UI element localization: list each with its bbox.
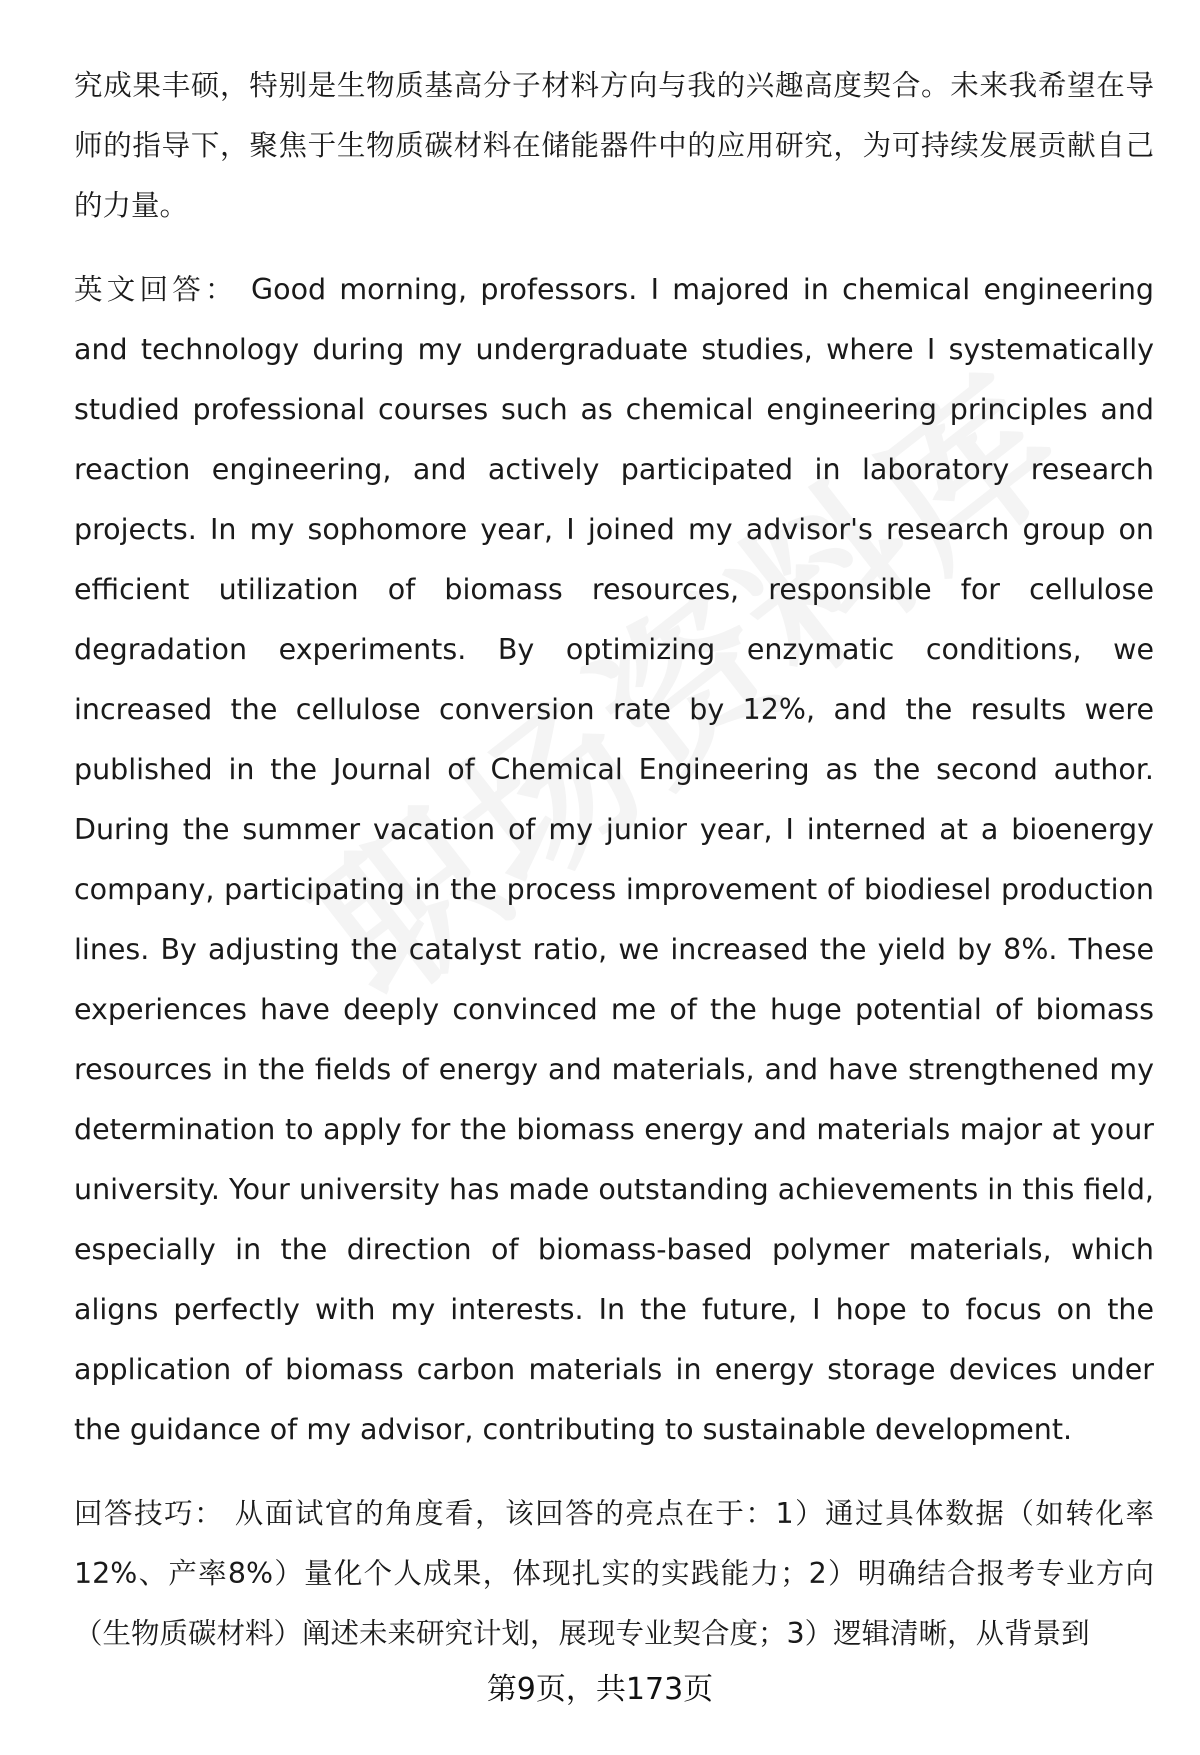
page-number-footer: 第9页，共173页: [486, 1672, 714, 1707]
paragraph-label: 回答技巧：: [74, 1497, 225, 1530]
paragraph-text: Good morning, professors. I majored in chemical engineering and technology during my undergraduate studies, where I systematically studied professional courses such as chemical engineering principles and reaction engineering, and actively participated in laboratory research projects. In my sophomore year, I joined my advisor's research group on efficient utilization of biomass resources, responsible for cellulose degradation experiments. By optimizing enzymatic conditions, we increased the cellulose conversion rate by 12%, and the results were published in the Journal of Chemical Engineering as the second author. During the summer vacation of my junior year, I interned at a bioenergy company, participating in the process improvement of biodiesel production lines. By adjusting the catalyst ratio, we increased the yield by 8%. These experiences have deeply convinced me of the huge potential of biomass resources in the fields of energy and materials, and have strengthened my determination to apply for the biomass energy and materials major at your university. Your university has made outstanding achievements in this field, especially in the direction of biomass-based polymer materials, which aligns perfectly with my interests. In the future, I hope to focus on the application of biomass carbon materials in energy storage devices under the guidance of my advisor, contributing to sustainable development.: [74, 273, 1154, 1446]
paragraph-text: 究成果丰硕，特别是生物质基高分子材料方向与我的兴趣高度契合。未来我希望在导师的指导下，聚焦于生物质碳材料在储能器件中的应用研究，为可持续发展贡献自己的力量。: [74, 69, 1154, 222]
document-body: [74, 56, 1154, 1664]
paragraph-label: 英文回答：: [74, 273, 238, 306]
paragraph-english-answer: [74, 260, 1154, 1460]
paragraph-chinese-answer-continuation: [74, 56, 1154, 236]
paragraph-answer-tips: [74, 1484, 1154, 1664]
paragraph-text: 从面试官的角度看，该回答的亮点在于：1）通过具体数据（如转化率12%、产率8%）量化个人成果，体现扎实的实践能力；2）明确结合报考专业方向（生物质碳材料）阐述未来研究计划，展现专业契合度；3）逻辑清晰，从背景到: [74, 1497, 1154, 1650]
